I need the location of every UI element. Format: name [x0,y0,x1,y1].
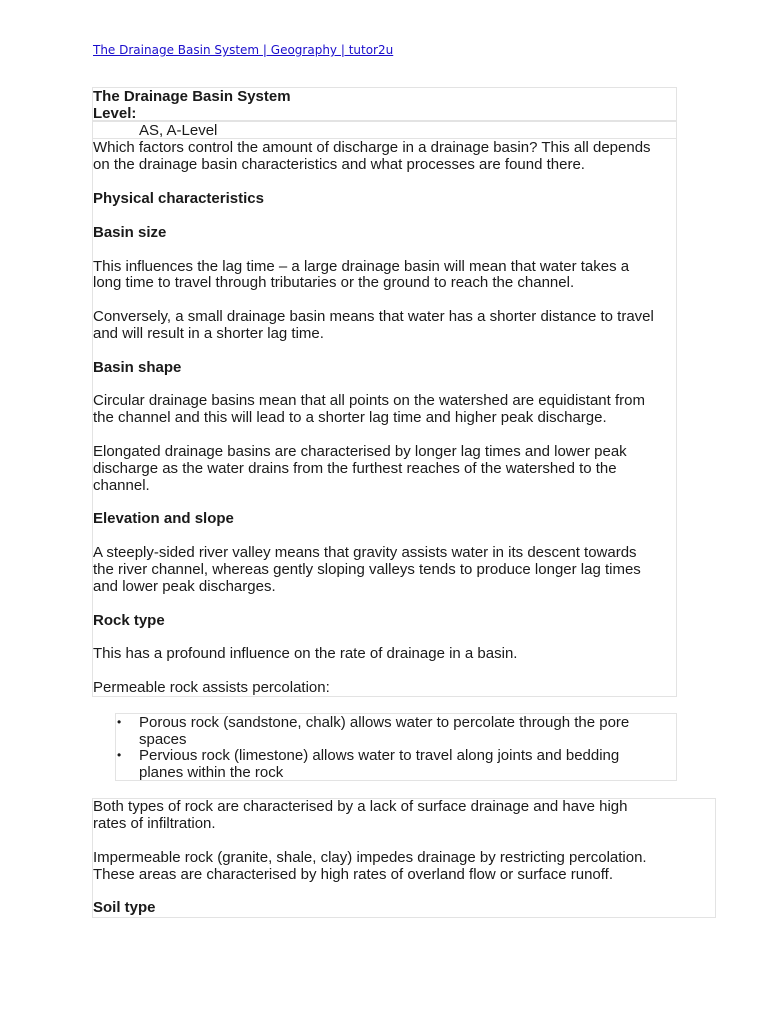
bullet-2-line-1: Pervious rock (limestone) allows water to travel along joints and bedding [139,747,620,764]
basin-size-heading: Basin size [93,224,167,241]
elevation-p1-line-2: the river channel, whereas gently sloping valleys tends to produce longer lag times [93,561,641,578]
both-types-line-2: rates of infiltration. [93,815,216,832]
intro-line-2: on the drainage basin characteristics and what processes are found there. [93,156,585,173]
impermeable-line-2: These areas are characterised by high rates of overland flow or surface runoff. [93,866,613,883]
both-types-line-1: Both types of rock are characterised by a lack of surface drainage and have high [93,798,628,815]
rock-type-heading: Rock type [93,612,165,629]
basin-shape-p1-line-2: the channel and this will lead to a shorter lag time and higher peak discharge. [93,409,607,426]
basin-shape-p1-line-1: Circular drainage basins mean that all points on the watershed are equidistant from [93,392,645,409]
bullet-1-line-2: spaces [139,731,187,748]
physical-heading: Physical characteristics [93,190,264,207]
level-value: AS, A-Level [139,122,218,139]
basin-shape-p2-line-1: Elongated drainage basins are characterised by longer lag times and lower peak [93,443,627,460]
basin-shape-heading: Basin shape [93,359,182,376]
basin-size-p1-line-1: This influences the lag time – a large drainage basin will mean that water takes a [93,258,630,275]
bullet-2-line-2: planes within the rock [139,764,284,781]
page-title: The Drainage Basin System [93,88,291,105]
basin-size-p1-line-2: long time to travel through tributaries or the ground to reach the channel. [93,274,575,291]
soil-type-heading: Soil type [93,899,156,916]
rock-type-p2: Permeable rock assists percolation: [93,679,330,696]
basin-shape-p2-line-3: channel. [93,477,150,494]
impermeable-line-1: Impermeable rock (granite, shale, clay) impedes drainage by restricting percolation. [93,849,647,866]
bullet-1-glyph: • [117,715,122,729]
elevation-p1-line-1: A steeply-sided river valley means that gravity assists water in its descent towards [93,544,637,561]
source-link[interactable]: The Drainage Basin System | Geography | tutor2u [93,43,394,57]
elevation-heading: Elevation and slope [93,510,234,527]
level-label: Level: [93,105,137,122]
bullet-1-line-1: Porous rock (sandstone, chalk) allows water to percolate through the pore [139,714,630,731]
basin-size-p2-line-1: Conversely, a small drainage basin means that water has a shorter distance to travel [93,308,654,325]
basin-size-p2-line-2: and will result in a shorter lag time. [93,325,324,342]
elevation-p1-line-3: and lower peak discharges. [93,578,276,595]
basin-shape-p2-line-2: discharge as the water drains from the furthest reaches of the watershed to the [93,460,617,477]
rock-type-p1: This has a profound influence on the rate of drainage in a basin. [93,645,518,662]
bullet-2-glyph: • [117,748,122,762]
intro-line-1: Which factors control the amount of discharge in a drainage basin? This all depends [93,139,651,156]
